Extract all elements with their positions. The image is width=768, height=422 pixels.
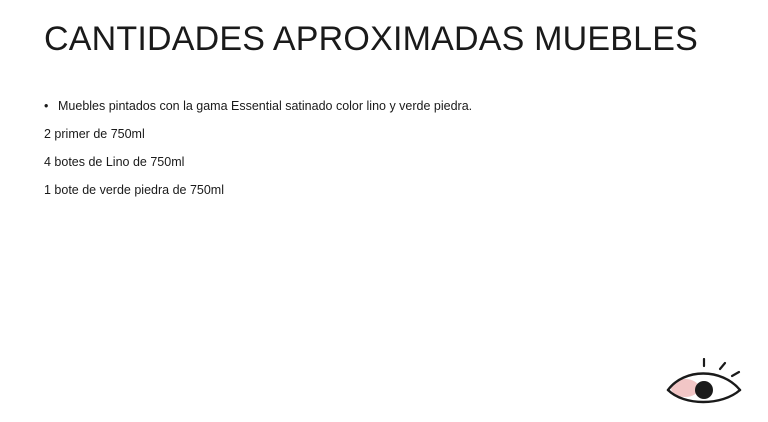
eye-logo — [662, 358, 748, 410]
list-item: 2 primer de 750ml — [44, 126, 145, 141]
list-item: 4 botes de Lino de 750ml — [44, 154, 185, 169]
list-item: 1 bote de verde piedra de 750ml — [44, 182, 224, 197]
list-item — [44, 98, 704, 115]
body-text-block — [44, 98, 704, 210]
page-title: CANTIDADES APROXIMADAS MUEBLES — [44, 20, 699, 58]
bullet-icon: • — [44, 99, 49, 113]
list-item-label: Muebles pintados con la gama Essential satinado color lino y verde piedra. — [58, 99, 473, 113]
